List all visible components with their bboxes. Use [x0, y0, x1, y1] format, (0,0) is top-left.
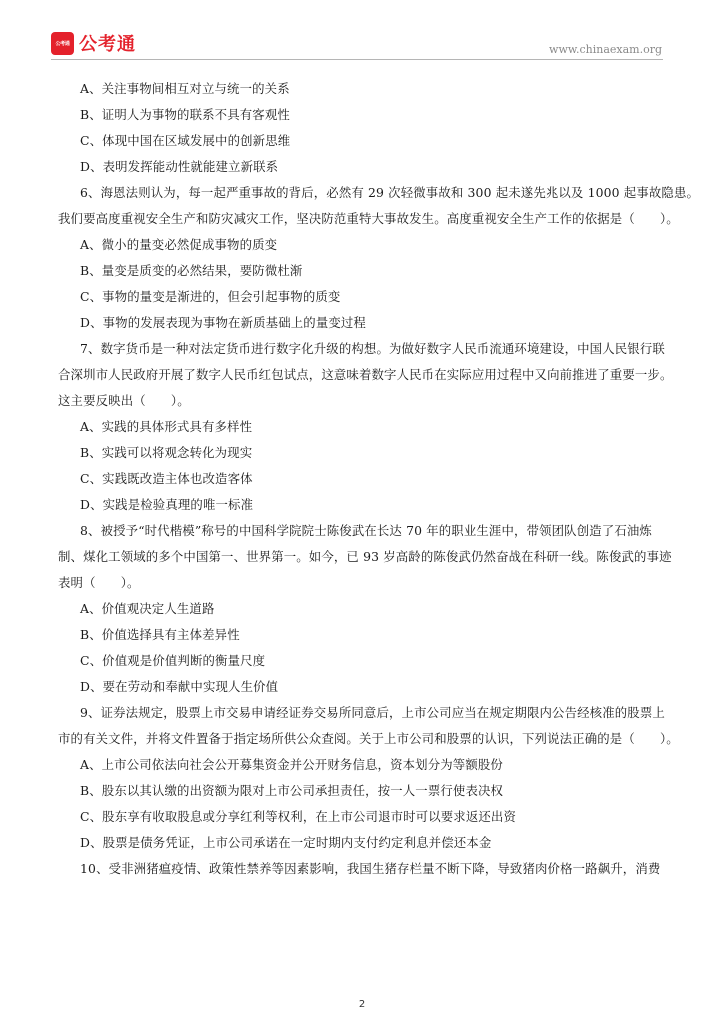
- page-header: [0, 0, 724, 62]
- question-text-continued: 合深圳市人民政府开展了数字人民币红包试点，这意味着数字人民币在实际应用过程中又向前推进了重要一步。: [58, 367, 673, 382]
- answer-option: A、上市公司依法向社会公开募集资金并公开财务信息，资本划分为等额股份: [80, 757, 503, 772]
- answer-option: A、微小的量变必然促成事物的质变: [80, 237, 278, 252]
- answer-option: D、要在劳动和奉献中实现人生价值: [80, 679, 279, 694]
- logo-badge-icon: 公考通: [51, 32, 74, 55]
- answer-option: C、价值观是价值判断的衡量尺度: [80, 653, 266, 668]
- answer-option: A、实践的具体形式具有多样性: [80, 419, 253, 434]
- logo: [51, 30, 136, 56]
- question-text-continued: 表明（ ）。: [58, 575, 140, 590]
- site-url: www.chinaexam.org: [549, 43, 662, 56]
- answer-option: D、事物的发展表现为事物在新质基础上的量变过程: [80, 315, 366, 330]
- question-text: 6、海恩法则认为，每一起严重事故的背后，必然有 29 次轻微事故和 300 起未遂先兆以及 1000 起事故隐患。: [80, 185, 700, 200]
- question-text-continued: 制、煤化工领域的多个中国第一、世界第一。如今，已 93 岁高龄的陈俊武仍然奋战在科研一线。陈俊武的事迹: [58, 549, 672, 564]
- answer-option: D、股票是债务凭证，上市公司承诺在一定时期内支付约定利息并偿还本金: [80, 835, 492, 850]
- answer-option: B、价值选择具有主体差异性: [80, 627, 240, 642]
- answer-option: A、价值观决定人生道路: [80, 601, 215, 616]
- answer-option: C、体现中国在区域发展中的创新思维: [80, 133, 291, 148]
- question-text: 7、数字货币是一种对法定货币进行数字化升级的构想。为做好数字人民币流通环境建设，中国人民银行联: [80, 341, 665, 356]
- question-text: 9、证券法规定，股票上市交易申请经证券交易所同意后，上市公司应当在规定期限内公告经核准的股票上: [80, 705, 665, 720]
- answer-option: B、量变是质变的必然结果，要防微杜渐: [80, 263, 303, 278]
- answer-option: D、表明发挥能动性就能建立新联系: [80, 159, 279, 174]
- answer-option: B、实践可以将观念转化为现实: [80, 445, 253, 460]
- logo-text: 公考通: [79, 34, 136, 55]
- question-text-continued: 这主要反映出（ ）。: [58, 393, 190, 408]
- answer-option: C、股东享有收取股息或分享红利等权利，在上市公司退市时可以要求返还出资: [80, 809, 517, 824]
- question-text: 8、被授予“时代楷模”称号的中国科学院院士陈俊武在长达 70 年的职业生涯中，带领团队创造了石油炼: [80, 523, 652, 538]
- question-text: 10、受非洲猪瘟疫情、政策性禁养等因素影响，我国生猪存栏量不断下降，导致猪肉价格一路飙升，消费: [80, 861, 661, 876]
- document-body: [58, 76, 700, 882]
- header-divider: [51, 59, 663, 60]
- answer-option: C、事物的量变是渐进的，但会引起事物的质变: [80, 289, 341, 304]
- answer-option: D、实践是检验真理的唯一标准: [80, 497, 254, 512]
- answer-option: C、实践既改造主体也改造客体: [80, 471, 253, 486]
- answer-option: B、证明人为事物的联系不具有客观性: [80, 107, 290, 122]
- question-text-continued: 市的有关文件，并将文件置备于指定场所供公众查阅。关于上市公司和股票的认识，下列说法正确的是（ ）。: [58, 731, 679, 746]
- answer-option: B、股东以其认缴的出资额为限对上市公司承担责任，按一人一票行使表决权: [80, 783, 504, 798]
- answer-option: A、关注事物间相互对立与统一的关系: [80, 81, 290, 96]
- page-number: 2: [358, 999, 366, 1010]
- question-text-continued: 我们要高度重视安全生产和防灾减灾工作，坚决防范重特大事故发生。高度重视安全生产工作的依据是（ ）。: [58, 211, 679, 226]
